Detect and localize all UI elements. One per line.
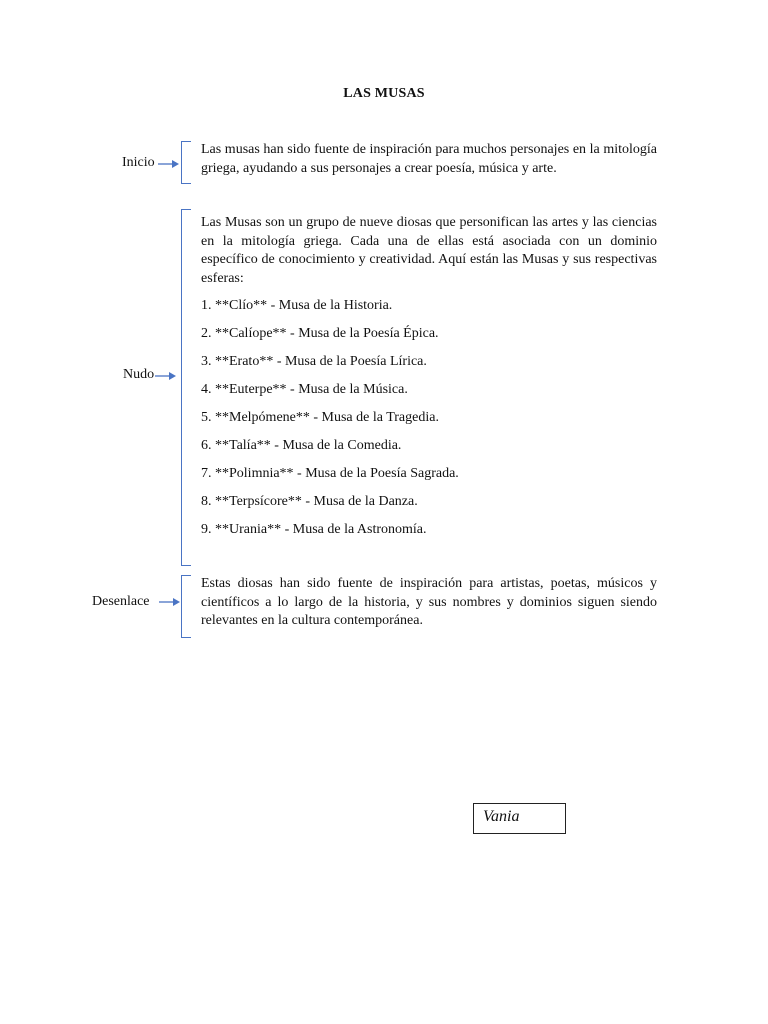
- list-item: 2. **Calíope** - Musa de la Poesía Épica.: [201, 326, 439, 341]
- section-label-nudo: Nudo: [123, 367, 155, 382]
- muses-list: [201, 296, 657, 548]
- bracket-inicio: [181, 141, 191, 184]
- list-item: 1. **Clío** - Musa de la Historia.: [201, 298, 393, 313]
- paragraph-nudo-intro: Las Musas son un grupo de nueve diosas que personifican las artes y las ciencias en la mitología griega. Cada una de ellas está asociada con un dominio específico de conocimiento y creatividad. Aquí están las Musas y sus respectivas esferas:: [201, 215, 657, 286]
- list-item: 9. **Urania** - Musa de la Astronomía.: [201, 522, 427, 537]
- section-label-inicio: Inicio: [122, 155, 155, 170]
- list-item: 7. **Polimnia** - Musa de la Poesía Sagrada.: [201, 466, 459, 481]
- page-title: LAS MUSAS: [343, 86, 425, 101]
- list-item: 5. **Melpómene** - Musa de la Tragedia.: [201, 410, 439, 425]
- bracket-nudo: [181, 209, 191, 566]
- arrow-right-icon: [159, 596, 181, 608]
- list-item: 8. **Terpsícore** - Musa de la Danza.: [201, 494, 418, 509]
- paragraph-desenlace: Estas diosas han sido fuente de inspiración para artistas, poetas, músicos y científicos a lo largo de la historia, y sus nombres y dominios siguen siendo relevantes en la cultura contemporánea.: [201, 576, 657, 628]
- arrow-right-icon: [158, 158, 180, 170]
- signature-box: Vania: [473, 803, 566, 834]
- paragraph-inicio: Las musas han sido fuente de inspiración para muchos personajes en la mitología griega, ayudando a sus personajes a crear poesía, música y arte.: [201, 142, 657, 176]
- list-item: 4. **Euterpe** - Musa de la Música.: [201, 382, 408, 397]
- bracket-desenlace: [181, 575, 191, 638]
- arrow-right-icon: [155, 370, 177, 382]
- list-item: 6. **Talía** - Musa de la Comedia.: [201, 438, 402, 453]
- list-item: 3. **Erato** - Musa de la Poesía Lírica.: [201, 354, 427, 369]
- section-label-desenlace: Desenlace: [92, 594, 150, 609]
